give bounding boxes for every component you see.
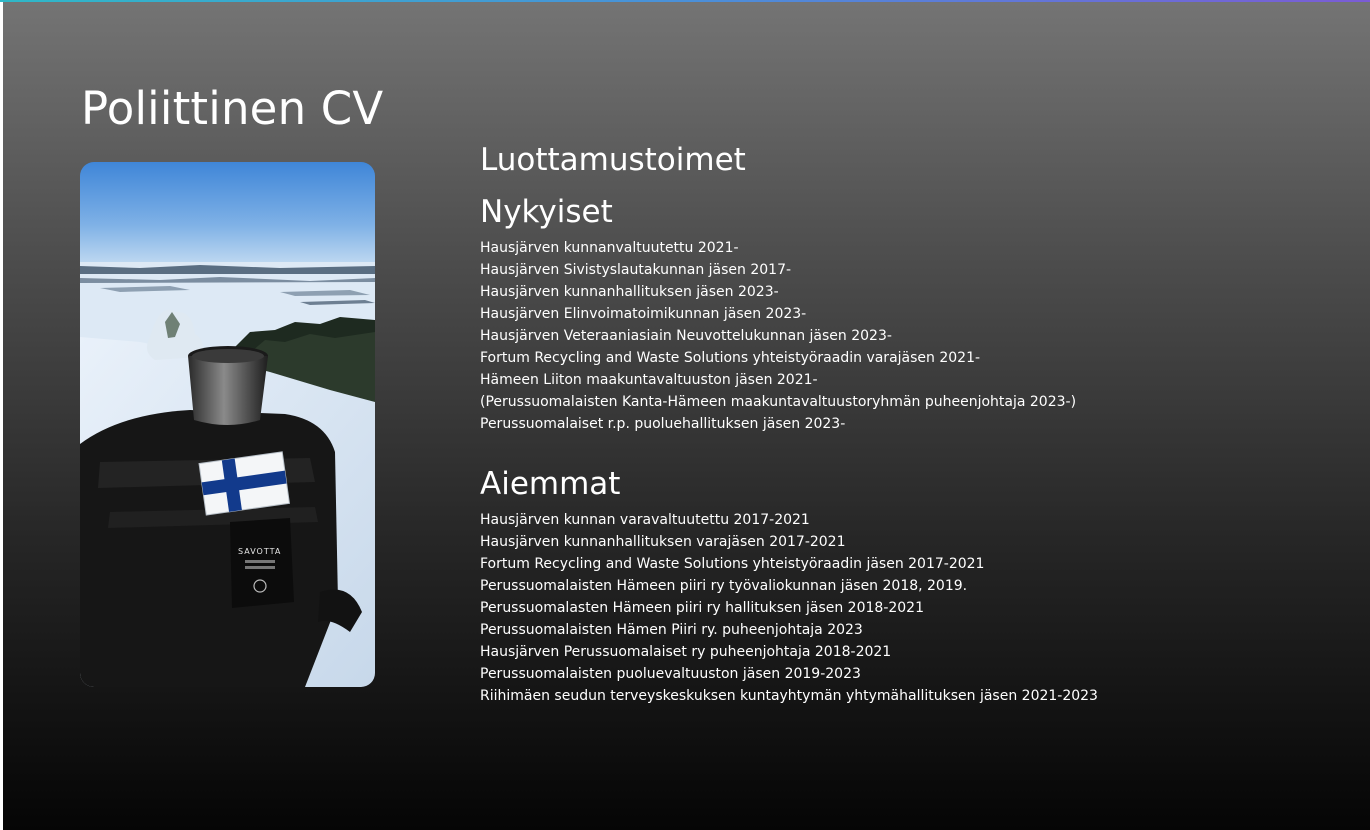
list-item: Fortum Recycling and Waste Solutions yhteistyöraadin jäsen 2017-2021 xyxy=(480,556,985,572)
previous-positions-heading: Aiemmat xyxy=(480,466,621,502)
list-item: Hausjärven Perussuomalaiset ry puheenjohtaja 2018-2021 xyxy=(480,644,892,660)
list-item: Perussuomalasten Hämeen piiri ry hallituksen jäsen 2018-2021 xyxy=(480,600,924,616)
profile-photo xyxy=(80,162,375,687)
positions-content xyxy=(480,139,1340,707)
list-item: Hausjärven Veteraaniasiain Neuvottelukunnan jäsen 2023- xyxy=(480,328,892,344)
current-positions-heading: Nykyiset xyxy=(480,194,613,230)
previous-positions-list xyxy=(480,509,1340,707)
list-item: Hausjärven Elinvoimatoimikunnan jäsen 2023- xyxy=(480,306,807,322)
list-item: Hausjärven kunnanhallituksen varajäsen 2017-2021 xyxy=(480,534,846,550)
current-positions-list xyxy=(480,237,1340,435)
list-item: Riihimäen seudun terveyskeskuksen kuntayhtymän yhtymähallituksen jäsen 2021-2023 xyxy=(480,688,1098,704)
list-item: Hausjärven kunnanhallituksen jäsen 2023- xyxy=(480,284,779,300)
list-item: Hausjärven Sivistyslautakunnan jäsen 2017- xyxy=(480,262,792,278)
page-body xyxy=(3,2,1370,830)
backpack-brand-text: SAVOTTA xyxy=(238,547,282,556)
list-item: Hausjärven kunnanvaltuutettu 2021- xyxy=(480,240,739,256)
list-item: Perussuomalaisten puoluevaltuuston jäsen 2019-2023 xyxy=(480,666,861,682)
list-item: Hausjärven kunnan varavaltuutettu 2017-2021 xyxy=(480,512,810,528)
list-item: Hämeen Liiton maakuntavaltuuston jäsen 2021- xyxy=(480,372,818,388)
list-item: Fortum Recycling and Waste Solutions yhteistyöraadin varajäsen 2021- xyxy=(480,350,981,366)
page-title: Poliittinen CV xyxy=(81,82,384,135)
list-item: Perussuomalaisten Hämen Piiri ry. puheenjohtaja 2023 xyxy=(480,622,863,638)
positions-heading: Luottamustoimet xyxy=(480,142,746,178)
list-item: Perussuomalaisten Hämeen piiri ry työvaliokunnan jäsen 2018, 2019. xyxy=(480,578,968,594)
list-item: (Perussuomalaisten Kanta-Hämeen maakuntavaltuustoryhmän puheenjohtaja 2023-) xyxy=(480,394,1077,410)
list-item: Perussuomalaiset r.p. puoluehallituksen jäsen 2023- xyxy=(480,416,846,432)
